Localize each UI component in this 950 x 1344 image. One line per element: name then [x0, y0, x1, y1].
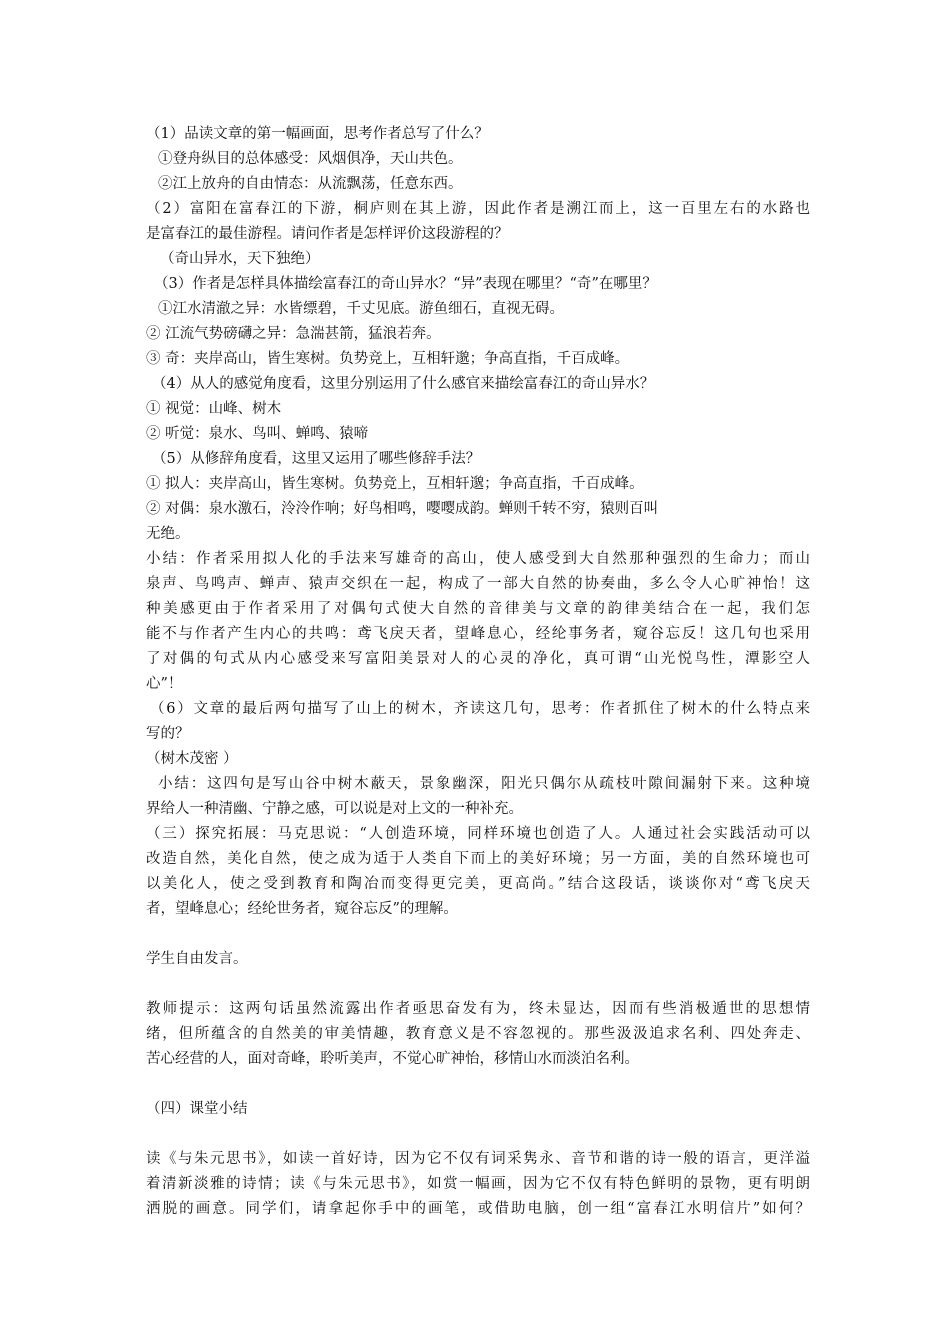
text-line: ① 视觉：山峰、树木	[146, 401, 282, 417]
text-line: ② 江流气势磅礴之异：急湍甚箭，猛浪若奔。	[146, 326, 441, 342]
text-line: ②江上放舟的自由情态：从流飘荡，任意东西。	[158, 176, 463, 192]
text-line: （1）品读文章的第一幅画面，思考作者总写了什么？	[146, 126, 489, 142]
text-line: 以美化人，使之受到教育和陶冶而变得更完美，更高尚。”结合这段话，谈谈你对“鸢飞戾天	[146, 876, 810, 892]
text-line: ② 听觉：泉水、鸟叫、蝉鸣、猿啼	[146, 426, 369, 442]
text-line: 泉声、鸟鸣声、蝉声、猿声交织在一起，构成了一部大自然的协奏曲，多么令人心旷神怡！这	[146, 576, 810, 592]
text-line: 洒脱的画意。同学们，请拿起你手中的画笔，或借助电脑，创一组“富春江水明信片”如何？	[146, 1201, 810, 1217]
text-line: 写的？	[146, 726, 190, 742]
section-heading: （四）课堂小结	[146, 1101, 248, 1117]
text-line: ③ 奇：夹岸高山，皆生寒树。负势竞上，互相轩邈；争高直指，千百成峰。	[146, 351, 630, 367]
text-line: 能不与作者产生内心的共鸣：鸢飞戾天者，望峰息心，经纶事务者，窥谷忘反！这几句也采用	[146, 626, 810, 642]
text-line: 是富春江的最佳游程。请问作者是怎样评价这段游程的？	[146, 226, 509, 242]
text-line: （奇山异水，天下独绝）	[160, 251, 320, 267]
text-line: （6）文章的最后两句描写了山上的树木，齐读这几句，思考：作者抓住了树木的什么特点来	[150, 701, 810, 717]
text-line: ② 对偶：泉水激石，泠泠作响；好鸟相鸣，嘤嘤成韵。蝉则千转不穷，猿则百叫	[146, 501, 659, 517]
text-line: 学生自由发言。	[146, 951, 248, 967]
text-line: 界给人一种清幽、宁静之感，可以说是对上文的一种补充。	[146, 801, 523, 817]
text-line: （5）从修辞角度看，这里又运用了哪些修辞手法？	[152, 451, 481, 467]
text-line: 无绝。	[146, 526, 190, 542]
text-line: 苦心经营的人，面对奇峰，聆听美声，不觉心旷神怡，移情山水而淡泊名利。	[146, 1051, 639, 1067]
text-line: 小结：这四句是写山谷中树木蔽天，景象幽深，阳光只偶尔从疏枝叶隙间漏射下来。这种境	[158, 776, 810, 792]
text-line: （树木茂密 ）	[146, 751, 238, 767]
text-line: ①登舟纵目的总体感受：风烟俱净，天山共色。	[158, 151, 463, 167]
text-line: 改造自然，美化自然，使之成为适于人类自下而上的美好环境；另一方面，美的自然环境也可	[146, 851, 810, 867]
text-line: （2）富阳在富春江的下游，桐庐则在其上游，因此作者是溯江而上，这一百里左右的水路也	[146, 201, 810, 217]
text-line: 了对偶的句式从内心感受来写富阳美景对人的心灵的净化，真可谓“山光悦鸟性，潭影空人	[146, 651, 810, 667]
text-line: 者，望峰息心；经纶世务者，窥谷忘反”的理解。	[146, 901, 458, 917]
text-line: （4）从人的感觉角度看，这里分别运用了什么感官来描绘富春江的奇山异水？	[152, 376, 655, 392]
text-line: （三）探究拓展：马克思说：“人创造环境，同样环境也创造了人。人通过社会实践活动可以	[146, 826, 810, 842]
text-line: 着清新淡雅的诗情；读《与朱元思书》，如赏一幅画，因为它不仅有特色鲜明的景物，更有明朗	[146, 1176, 810, 1192]
text-line: 小结：作者采用拟人化的手法来写雄奇的高山，使人感受到大自然那种强烈的生命力；而山	[146, 551, 810, 567]
text-line: 教师提示：这两句话虽然流露出作者亟思奋发有为，终未显达，因而有些消极遁世的思想情	[146, 1001, 810, 1017]
text-line: 种美感更由于作者采用了对偶句式使大自然的音律美与文章的韵律美结合在一起，我们怎	[146, 601, 810, 617]
text-line: ①江水清澈之异：水皆缥碧，千丈见底。游鱼细石，直视无碍。	[158, 301, 564, 317]
text-line: ① 拟人：夹岸高山，皆生寒树。负势竞上，互相轩邈；争高直指，千百成峰。	[146, 476, 644, 492]
text-line: 读《与朱元思书》，如读一首好诗，因为它不仅有词采隽永、音节和谐的诗一般的语言，更洋溢	[146, 1151, 810, 1167]
text-line: （3）作者是怎样具体描绘富春江的奇山异水？“异”表现在哪里？“奇”在哪里？	[154, 276, 657, 292]
text-line: 绪，但所蕴含的自然美的审美情趣，教育意义是不容忽视的。那些汲汲追求名利、四处奔走、	[146, 1026, 810, 1042]
text-line: 心”！	[146, 676, 183, 692]
